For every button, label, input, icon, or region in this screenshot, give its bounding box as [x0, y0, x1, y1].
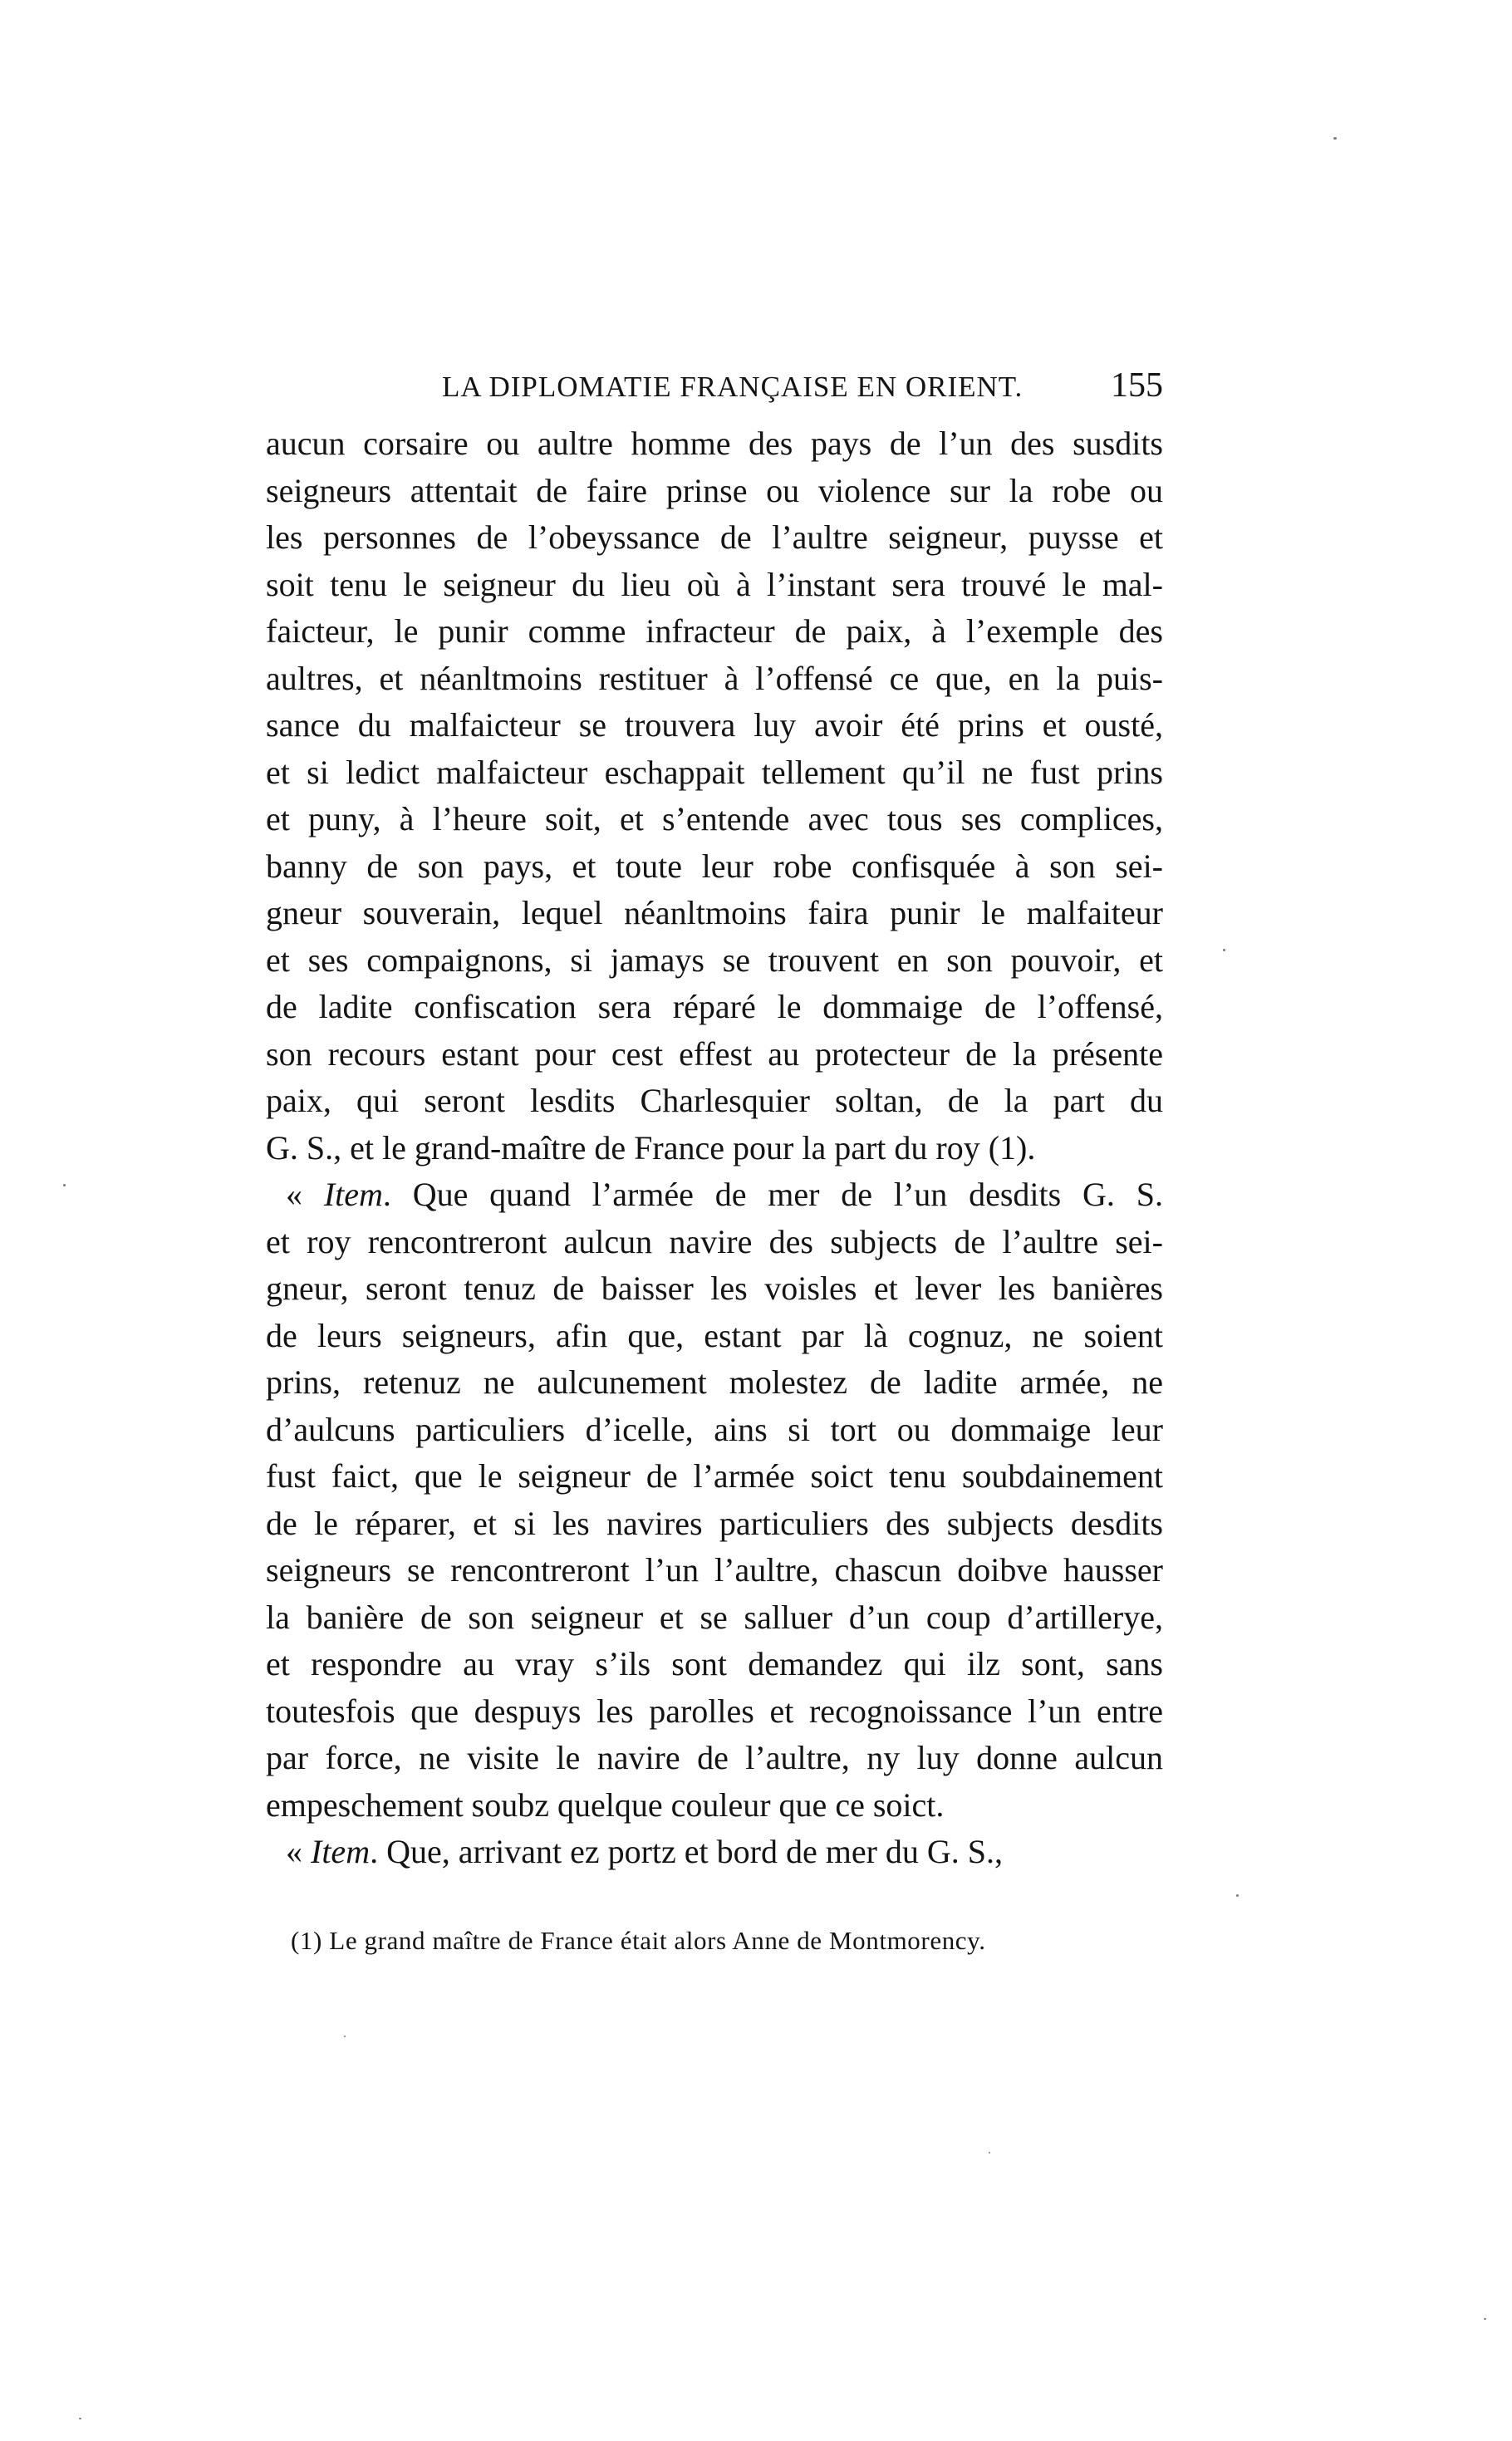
text-line: faicteur, le punir comme infracteur de paix, à l’exemple des: [266, 612, 1163, 650]
text-line: et puny, à l’heure soit, et s’entende avec tous ses complices,: [266, 800, 1163, 837]
text-line: gneur, seront tenuz de baisser les voisles et lever les banières: [266, 1270, 1163, 1307]
text-line: empeschement soubz quelque couleur que ce soict.: [266, 1785, 945, 1824]
scan-speck: [1236, 1894, 1239, 1897]
scan-speck: [1223, 949, 1225, 951]
text-line: « Item. Que quand l’armée de mer de l’un desdits G. S.: [286, 1176, 1164, 1213]
scan-speck: [79, 2418, 81, 2419]
text-line: banny de son pays, et toute leur robe confisquée à son sei-: [266, 847, 1163, 885]
text-line: et ses compaignons, si jamays se trouvent en son pouvoir, et: [266, 941, 1163, 979]
text-line: soit tenu le seigneur du lieu où à l’instant sera trouvé le mal-: [266, 565, 1163, 603]
text-line: prins, retenuz ne aulcunement molestez de ladite armée, ne: [266, 1363, 1163, 1401]
scan-speck: [1484, 2318, 1486, 2320]
text-line: seigneurs attentait de faire prinse ou violence sur la robe ou: [266, 471, 1163, 509]
footnote: (1) Le grand maître de France était alors Anne de Montmorency.: [291, 1926, 986, 1955]
text-line: aucun corsaire ou aultre homme des pays de l’un des susdits: [266, 425, 1163, 462]
text-line: son recours estant pour cest effest au protecteur de la présente: [266, 1034, 1163, 1073]
scan-speck: [344, 2036, 346, 2037]
text-line: d’aulcuns particuliers d’icelle, ains si tort ou dommaige leur: [266, 1410, 1163, 1448]
text-line: de ladite confiscation sera réparé le dommaige de l’offensé,: [266, 988, 1163, 1025]
text-line: seigneurs se rencontreront l’un l’aultre, chascun doibve hausser: [266, 1551, 1163, 1589]
text-line: G. S., et le grand-maître de France pour la part du roy (1).: [266, 1128, 1036, 1166]
text-line: fust faict, que le seigneur de l’armée soict tenu soubdainement: [266, 1457, 1163, 1495]
text-line: et roy rencontreront aulcun navire des subjects de l’aultre sei-: [266, 1222, 1163, 1260]
page-number: 155: [1111, 366, 1163, 405]
scan-speck: [1333, 137, 1337, 140]
text-line: et respondre au vray s’ils sont demandez qui ilz sont, sans: [266, 1645, 1163, 1682]
text-line: et si ledict malfaicteur eschappait tellement qu’il ne fust prins: [266, 753, 1163, 791]
body-text: [266, 420, 1163, 1876]
text-line: toutesfois que despuys les parolles et recognoissance l’un entre: [266, 1692, 1163, 1730]
text-line: les personnes de l’obeyssance de l’aultre seigneur, puysse et: [266, 518, 1163, 556]
text-line: par force, ne visite le navire de l’aultre, ny luy donne aulcun: [266, 1739, 1163, 1776]
text-line: la banière de son seigneur et se salluer d’un coup d’artillerye,: [266, 1598, 1163, 1636]
scan-speck: [63, 1184, 66, 1186]
scan-speck: [989, 2152, 990, 2154]
page-header: [266, 362, 1186, 412]
text-line: gneur souverain, lequel néanltmoins faira punir le malfaiteur: [266, 894, 1163, 931]
text-line: aultres, et néanltmoins restituer à l’offensé ce que, en la puis-: [266, 659, 1163, 697]
text-line: « Item. Que, arrivant ez portz et bord de mer du G. S.,: [286, 1833, 1004, 1870]
text-line: sance du malfaicteur se trouvera luy avoir été prins et ousté,: [266, 706, 1163, 744]
text-line: de leurs seigneurs, afin que, estant par là cognuz, ne soient: [266, 1316, 1163, 1354]
running-title: LA DIPLOMATIE FRANÇAISE EN ORIENT.: [442, 371, 1024, 403]
text-line: paix, qui seront lesdits Charlesquier soltan, de la part du: [266, 1082, 1163, 1119]
text-line: de le réparer, et si les navires particuliers des subjects desdits: [266, 1504, 1163, 1542]
